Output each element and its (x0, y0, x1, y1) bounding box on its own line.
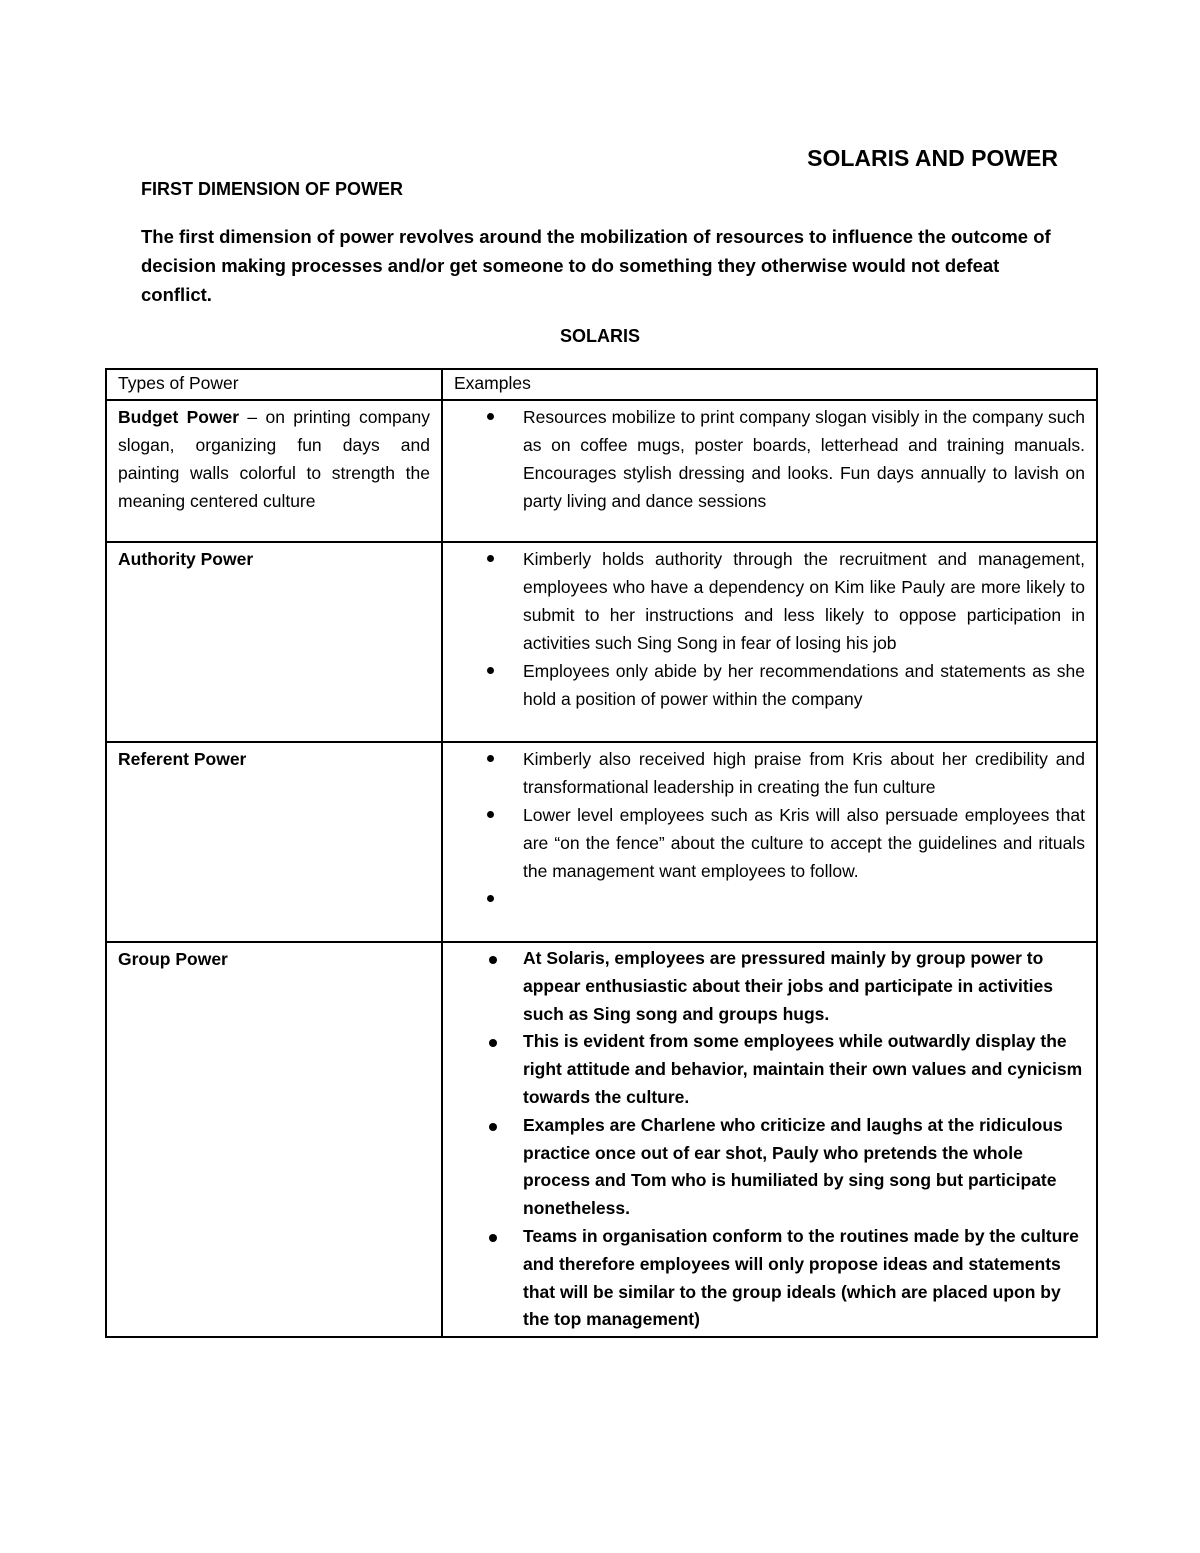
examples-cell (442, 942, 1097, 1337)
intro-paragraph: The first dimension of power revolves around the mobilization of resources to influence the outcome of decision making processes and/or get someone to do something they otherwise would not defeat conflict. (141, 226, 1051, 305)
list-item: Kimberly also received high praise from Kris about her credibility and transformational leadership in creating the fun culture (454, 745, 1085, 801)
examples-list (454, 745, 1085, 913)
empty-list-item (454, 885, 1085, 913)
table-row (106, 742, 1097, 942)
examples-cell (442, 542, 1097, 742)
list-item: This is evident from some employees while outwardly display the right attitude and behavior, maintain their own values and cynicism towards the culture. (454, 1028, 1085, 1111)
power-type-name: Referent Power (118, 749, 247, 769)
table-row (106, 542, 1097, 742)
examples-list (454, 403, 1085, 515)
power-type-name: Group Power (118, 949, 228, 969)
power-table (105, 368, 1098, 1338)
section-heading: FIRST DIMENSION OF POWER (141, 179, 404, 199)
power-type-name: Authority Power (118, 549, 254, 569)
header-types-of-power: Types of Power (106, 369, 442, 400)
examples-list (454, 945, 1085, 1334)
list-item: Kimberly holds authority through the recruitment and management, employees who have a dependency on Kim like Pauly are more likely to submit to her instructions and less likely to oppose participation in activities such Sing Song in fear of losing his job (454, 545, 1085, 657)
power-type-cell (106, 942, 442, 1337)
table-header-row (106, 369, 1097, 400)
examples-cell (442, 400, 1097, 542)
power-type-name: Budget Power (118, 407, 240, 427)
power-type-cell (106, 542, 442, 742)
list-item: Teams in organisation conform to the routines made by the culture and therefore employees will only propose ideas and statements that will be similar to the group ideals (which are placed upon by the top management) (454, 1223, 1085, 1334)
table-title: SOLARIS (559, 326, 640, 346)
header-examples: Examples (442, 369, 1097, 400)
document-title: SOLARIS AND POWER (807, 145, 1058, 171)
power-type-cell (106, 742, 442, 942)
list-item: Employees only abide by her recommendations and statements as she hold a position of power within the company (454, 657, 1085, 713)
examples-list (454, 545, 1085, 713)
list-item: At Solaris, employees are pressured mainly by group power to appear enthusiastic about their jobs and participate in activities such as Sing song and groups hugs. (454, 945, 1085, 1028)
table-row (106, 942, 1097, 1337)
list-item: Resources mobilize to print company slogan visibly in the company such as on coffee mugs, poster boards, letterhead and training manuals. Encourages stylish dressing and looks. Fun days annually to lavish on party living and dance sessions (454, 403, 1085, 515)
power-type-cell (106, 400, 442, 542)
list-item: Lower level employees such as Kris will also persuade employees that are “on the fence” about the culture to accept the guidelines and rituals the management want employees to follow. (454, 801, 1085, 885)
list-item: Examples are Charlene who criticize and laughs at the ridiculous practice once out of ear shot, Pauly who pretends the whole process and Tom who is humiliated by sing song but participate nonetheless. (454, 1112, 1085, 1223)
examples-cell (442, 742, 1097, 942)
power-type-description: – on printing company slogan, organizing fun days and painting walls colorful to strength the meaning centered culture (118, 407, 430, 511)
table-row (106, 400, 1097, 542)
